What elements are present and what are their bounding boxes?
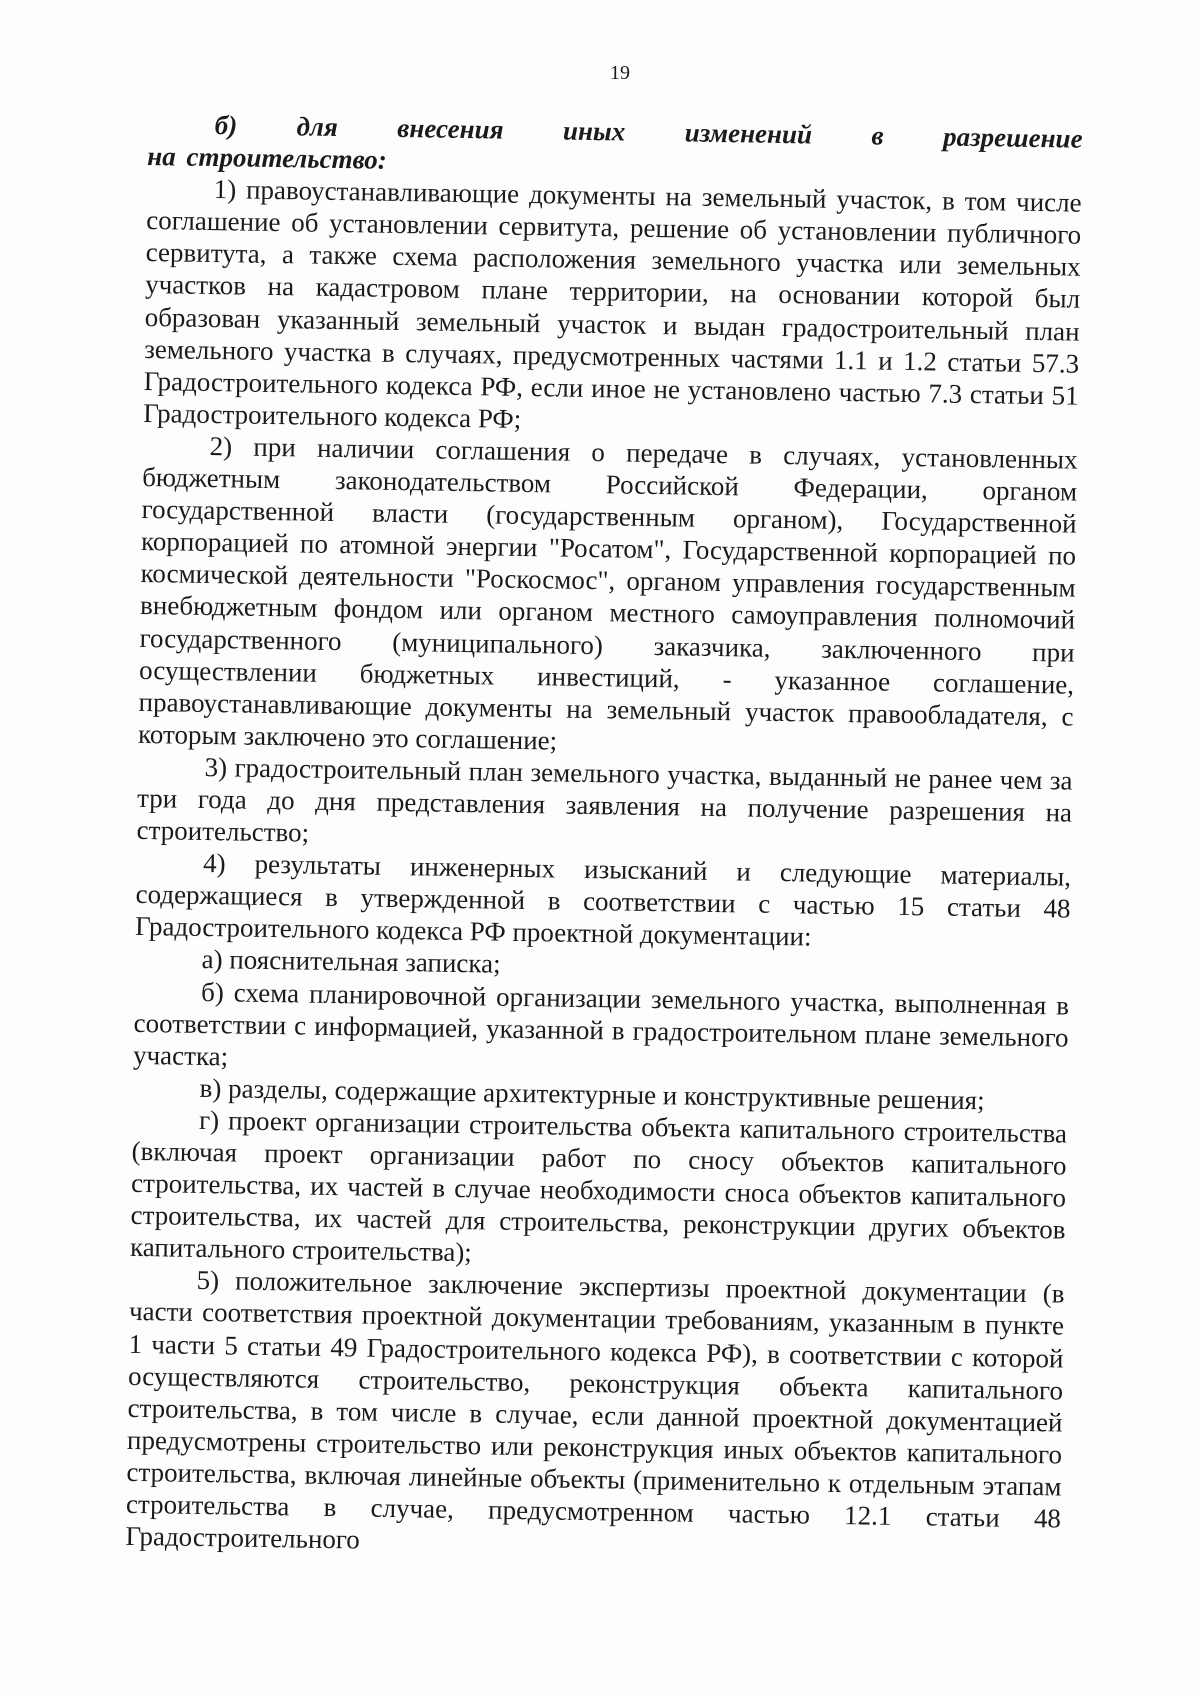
list-item-3: 3) градостроительный план земельного участка, выданный не ранее чем за три года до дня представления заявления на получение разрешения на строительство; xyxy=(136,751,1073,848)
heading-word: внесения xyxy=(397,112,504,145)
subitem-a: а) пояснительная записка; xyxy=(201,944,501,980)
page-number: 19 xyxy=(610,62,630,84)
heading-word: иных xyxy=(562,115,626,147)
heading-word: для xyxy=(296,111,339,142)
section-heading-line2: на строительство: xyxy=(147,141,388,175)
heading-word: б) xyxy=(214,110,238,141)
subitem-g: г) проект организации строительства объекта капитального строительства (включая проект организации работ по сносу объектов капитального строительства, их частей в случае необходимости сноса объектов капитального строительства, их частей для строительства, реконструкции других объектов капитального строительства); xyxy=(129,1104,1068,1268)
list-item-4: 4) результаты инженерных изысканий и следующие материалы, содержащиеся в утвержденной в соответствии с частью 15 статьи 48 Градостроительного кодекса РФ проектной документации: xyxy=(134,848,1072,952)
subitem-v: в) разделы, содержащие архитектурные и конструктивные решения; xyxy=(199,1072,985,1116)
list-item-5: 5) положительное заключение экспертизы проектной документации (в части соответствия проектной документации требованиям, указанным в пункте 1 части 5 статьи 49 Градостроительного кодекса РФ), в соответствии с которой осуществляются строительство, реконструкция объекта капитального строительства, в том числе в случае, если данной проектной документацией предусмотрены строительство или реконструкция иных объектов капитального строительства, включая линейные объекты (применительно к отдельным этапам строительства в случае, предусмотренном частью 12.1 статьи 48 Градостроительного xyxy=(125,1265,1065,1555)
heading-word: в xyxy=(871,120,884,151)
subitem-b: б) схема планировочной организации земельного участка, выполненная в соответствии с информацией, указанной в градостроительном плане земельного участка; xyxy=(132,976,1070,1072)
heading-word: изменений xyxy=(684,117,813,150)
list-item-2: 2) при наличии соглашения о передаче в случаях, установленных бюджетным законодательством Российской Федерации, органом государственной власти (государственным органом), Государственной корпорацией по атомной энергии "Росатом", Государственной корпорацией по космической деятельности "Роскосмос", органом управления государственным внебюджетным фондом или органом местного самоуправления полномочий государственного (муниципального) заказчика, заключенного при осуществлении бюджетных инвестиций, - указанное соглашение, правоустанавливающие документы на земельный участок правообладателя, с которым заключено это соглашение; xyxy=(137,430,1078,756)
document-body xyxy=(125,108,1083,1567)
heading-word: разрешение xyxy=(942,121,1083,154)
list-item-1: 1) правоустанавливающие документы на земельный участок, в том числе соглашение об установлении сервитута, решение об установлении публичного сервитута, а также схема расположения земельного участка или земельных участков на кадастровом плане территории, на основании которой был образован указанный земельный участок и выдан градостроительный план земельного участка в случаях, предусмотренных частями 1.1 и 1.2 статьи 57.3 Градостроительного кодекса РФ, если иное не установлено частью 7.3 статьи 51 Градостроительного кодекса РФ; xyxy=(142,174,1082,434)
